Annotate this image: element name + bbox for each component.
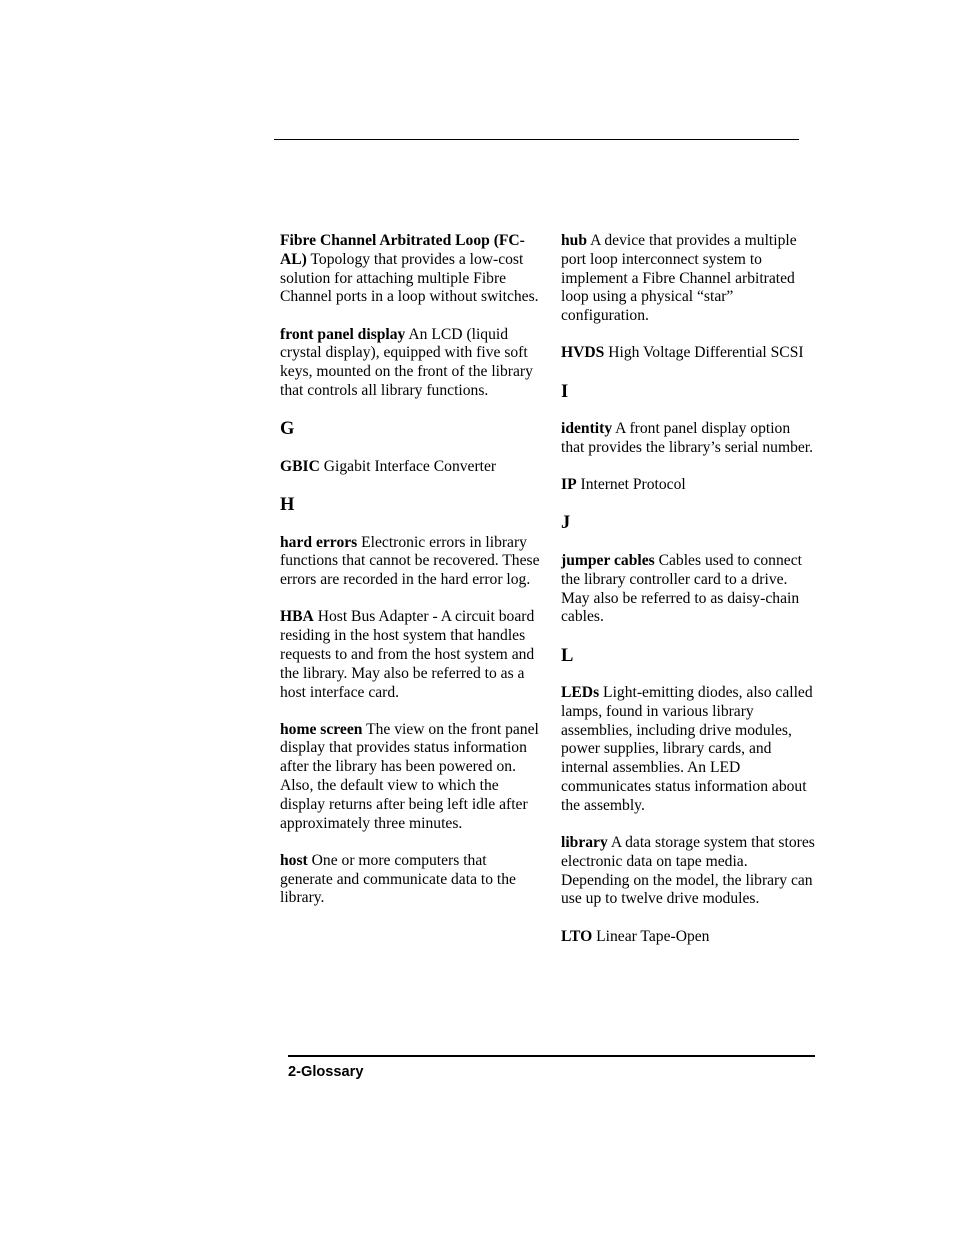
glossary-term: host bbox=[280, 851, 308, 869]
glossary-entry bbox=[280, 721, 540, 834]
glossary-definition: Host Bus Adapter - A circuit board residing in the host system that handles requests to and from the host system and the library. May also be referred to as a host interface card. bbox=[280, 608, 535, 701]
glossary-term: IP bbox=[561, 476, 577, 494]
section-letter-heading: I bbox=[561, 381, 569, 402]
glossary-entry bbox=[561, 344, 817, 363]
glossary-entry bbox=[280, 326, 540, 401]
glossary-entry bbox=[561, 232, 817, 326]
glossary-definition: Electronic errors in library functions that cannot be recovered. These errors are recorded in the hard error log. bbox=[280, 533, 540, 589]
glossary-entry bbox=[561, 928, 817, 947]
glossary-definition: The view on the front panel display that provides status information after the library has been powered on. Also, the default view to which the display returns after being left idle after approximately three minutes. bbox=[280, 720, 539, 832]
glossary-definition: Light-emitting diodes, also called lamps, found in various library assemblies, including drive modules, power supplies, library cards, and internal assemblies. An LED communicates status information about the assembly. bbox=[561, 684, 813, 814]
glossary-entry bbox=[280, 232, 540, 307]
section-letter-heading: H bbox=[280, 494, 295, 515]
section-letter-heading: J bbox=[561, 513, 571, 534]
glossary-term: GBIC bbox=[280, 457, 320, 475]
section-letter-heading: L bbox=[561, 645, 574, 666]
glossary-term: library bbox=[561, 834, 608, 852]
glossary-term: HVDS bbox=[561, 344, 605, 362]
glossary-definition: An LCD (liquid crystal display), equipped with five soft keys, mounted on the front of the library that controls all library functions. bbox=[280, 325, 533, 399]
glossary-term: Fibre Channel Arbitrated Loop (FC-AL) bbox=[280, 232, 525, 268]
glossary-term: hard errors bbox=[280, 533, 358, 551]
glossary-definition: Gigabit Interface Converter bbox=[323, 457, 497, 475]
glossary-definition: Topology that provides a low-cost solution for attaching multiple Fibre Channel ports in a loop without switches. bbox=[280, 250, 539, 306]
footer-rule bbox=[288, 1055, 815, 1057]
page-footer-label: 2-Glossary bbox=[288, 1064, 364, 1080]
glossary-term: HBA bbox=[280, 608, 314, 626]
glossary-definition: Cables used to connect the library controller card to a drive. May also be referred to as daisy-chain cables. bbox=[561, 551, 802, 626]
glossary-term: home screen bbox=[280, 720, 363, 738]
glossary-entry bbox=[280, 534, 540, 590]
glossary-term: LTO bbox=[561, 927, 593, 945]
glossary-term: jumper cables bbox=[561, 551, 655, 569]
glossary-entry bbox=[561, 834, 817, 909]
glossary-definition: A data storage system that stores electronic data on tape media. Depending on the model, the library can use up to twelve drive modules. bbox=[561, 834, 815, 908]
glossary-term: LEDs bbox=[561, 684, 600, 702]
glossary-entry bbox=[280, 458, 540, 477]
glossary-definition: A front panel display option that provides the library’s serial number. bbox=[561, 420, 814, 456]
glossary-column-left bbox=[280, 232, 540, 927]
glossary-term: hub bbox=[561, 232, 588, 249]
glossary-definition: Linear Tape-Open bbox=[596, 927, 710, 945]
glossary-entry bbox=[280, 852, 540, 908]
glossary-entry bbox=[561, 684, 817, 816]
glossary-definition: A device that provides a multiple port loop interconnect system to implement a Fibre Channel arbitrated loop using a physical “star” configuration. bbox=[561, 232, 797, 325]
header-rule bbox=[274, 139, 799, 140]
glossary-entry bbox=[561, 476, 817, 495]
glossary-entry bbox=[280, 608, 540, 702]
glossary-term: front panel display bbox=[280, 325, 406, 343]
glossary-definition: High Voltage Differential SCSI bbox=[608, 344, 804, 362]
glossary-definition: One or more computers that generate and communicate data to the library. bbox=[280, 851, 516, 907]
glossary-entry bbox=[561, 552, 817, 627]
glossary-term: identity bbox=[561, 420, 613, 438]
section-letter-heading: G bbox=[280, 419, 295, 440]
glossary-entry bbox=[561, 420, 817, 458]
glossary-column-right bbox=[561, 232, 817, 965]
glossary-definition: Internet Protocol bbox=[580, 476, 686, 494]
